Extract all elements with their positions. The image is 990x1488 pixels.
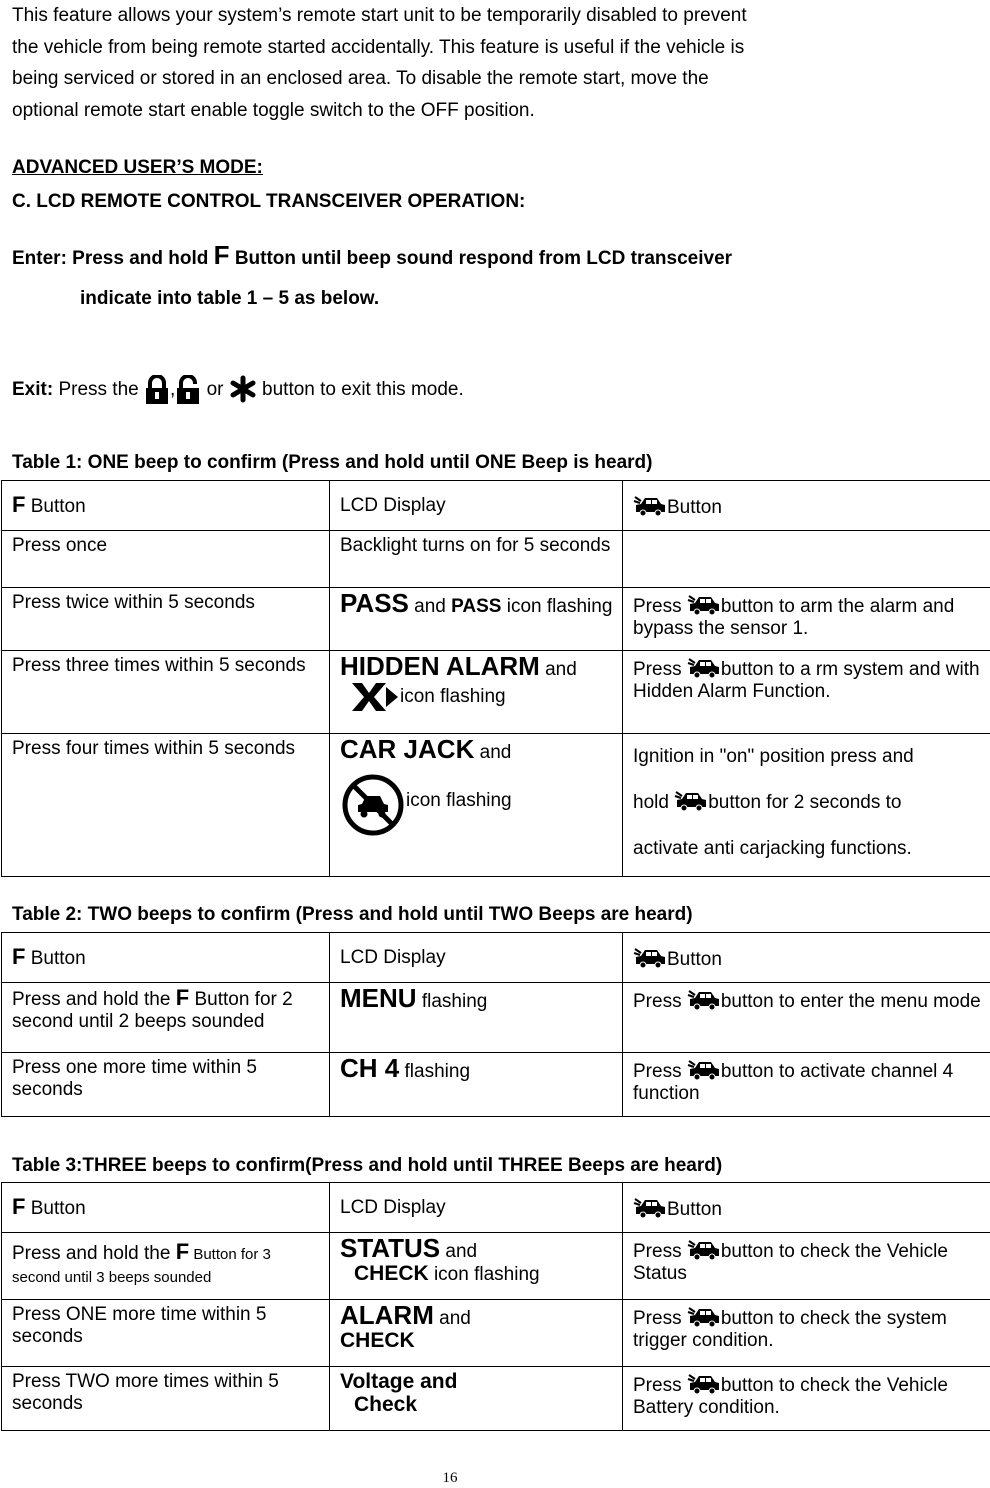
button-text: button to arm the alarm and bypass the sensor 1. (633, 596, 955, 639)
lock-icon (144, 375, 170, 405)
cell-f: Press twice within 5 seconds (2, 588, 330, 651)
car-start-icon (687, 987, 721, 1011)
cell-button (623, 1233, 990, 1300)
enter-instruction (12, 240, 732, 271)
table1 (1, 480, 990, 877)
lcd-check: CHECK (340, 1329, 415, 1352)
header-lcd: LCD Display (330, 481, 623, 531)
exit-instruction (12, 372, 464, 408)
cell-lcd (330, 983, 623, 1053)
lcd-and: and (539, 659, 577, 680)
lcd-rest: icon flashing (406, 790, 512, 812)
hidden-alarm-icon (350, 681, 400, 713)
button-text: button to check the system trigger condition. (633, 1308, 947, 1351)
cell-lcd (330, 588, 623, 651)
car-start-icon (633, 493, 667, 517)
intro-line: the vehicle from being remote started accidentally. This feature is useful if the vehicle is (12, 36, 745, 58)
intro-line: optional remote start enable toggle switch to the OFF position. (12, 99, 535, 121)
table2 (1, 932, 990, 1117)
f-glyph: F (175, 985, 190, 1010)
table-row (2, 734, 990, 877)
f-label: F (12, 1193, 26, 1219)
button-text: button to activate channel 4 function (633, 1061, 954, 1104)
button-text-line1: Ignition in "on" position press and (633, 746, 914, 767)
lcd-and: and (408, 596, 452, 617)
cell-lcd (330, 1367, 623, 1431)
button-text: button to enter the menu mode (720, 991, 981, 1012)
table-row (2, 531, 990, 588)
unlock-icon (175, 375, 201, 405)
lcd-rest: flashing (416, 991, 488, 1012)
exit-label: Exit: (12, 379, 54, 400)
lcd-rest: icon flashing (501, 596, 613, 617)
lcd-pass-icon-label: PASS (451, 596, 502, 617)
cell-f: Press ONE more time within 5 seconds (2, 1300, 330, 1367)
cell-f (2, 1233, 330, 1300)
page-number: 16 (442, 1470, 458, 1486)
lcd-pass: PASS (340, 588, 409, 618)
cell-f: Press one more time within 5 seconds (2, 1053, 330, 1117)
f-label: F (12, 943, 26, 969)
table1-caption: Table 1: ONE beep to confirm (Press and hold until ONE Beep is heard) (12, 452, 653, 473)
cell-lcd (330, 734, 623, 877)
cell-button (623, 1367, 990, 1431)
cell-lcd (330, 1053, 623, 1117)
lcd-voltage: Voltage and (340, 1370, 458, 1393)
table-row (2, 1300, 990, 1367)
car-start-icon (687, 1371, 721, 1395)
lcd-alarm: ALARM (340, 1300, 434, 1330)
lcd-hidden-alarm: HIDDEN ALARM (340, 651, 540, 681)
enter-instruction-line2: indicate into table 1 – 5 as below. (80, 288, 380, 309)
exit-text: Press the (53, 379, 145, 400)
lcd-rest: icon flashing (428, 1264, 540, 1285)
header-lcd: LCD Display (330, 1183, 623, 1233)
press-label: Press (633, 659, 687, 680)
button-text: button to check the Vehicle Battery condition. (633, 1375, 948, 1418)
exit-text-end: button to exit this mode. (256, 379, 464, 400)
advanced-mode-heading: ADVANCED USER’S MODE: (12, 157, 263, 178)
cell-lcd (330, 651, 623, 734)
car-start-icon (687, 592, 721, 616)
cell-button (623, 531, 990, 588)
table-row (2, 1233, 990, 1300)
header-lcd: LCD Display (330, 933, 623, 983)
press-label: Press (633, 1308, 687, 1329)
enter-text: Button until beep sound respond from LCD transceiver (229, 248, 733, 269)
cell-f: Press TWO more times within 5 seconds (2, 1367, 330, 1431)
exit-or: or (201, 379, 229, 400)
cell-lcd (330, 1233, 623, 1300)
f-text-rest: Button for 2 second until 2 beeps sounded (12, 989, 293, 1032)
lcd-and: and (433, 1308, 471, 1329)
cell-button (623, 651, 990, 734)
cell-button (623, 1053, 990, 1117)
table-header-row (2, 481, 990, 531)
table-row (2, 651, 990, 734)
table2-caption: Table 2: TWO beeps to confirm (Press and hold until TWO Beeps are heard) (12, 904, 693, 925)
table-row (2, 1053, 990, 1117)
intro-paragraph (12, 0, 912, 126)
cell-button (623, 1300, 990, 1367)
header-f-button: Button (25, 947, 86, 969)
car-start-icon (633, 945, 667, 969)
press-label: Press (633, 596, 687, 617)
table-row (2, 1367, 990, 1431)
cell-f: Press once (2, 531, 330, 588)
header-button: Button (667, 496, 722, 518)
car-start-icon (633, 1195, 667, 1219)
lcd-rest: icon flashing (400, 686, 506, 708)
asterisk-icon (229, 375, 257, 405)
car-start-icon (687, 1057, 721, 1081)
intro-line: This feature allows your system’s remote start unit to be temporarily disabled to prevent (12, 5, 747, 26)
cell-lcd (330, 1300, 623, 1367)
f-text-rest: Button for 3 second until 3 beeps sounded (12, 1246, 271, 1286)
lcd-and: and (440, 1241, 478, 1262)
cell-f: Press three times within 5 seconds (2, 651, 330, 734)
lcd-menu: MENU (340, 983, 417, 1013)
header-button: Button (667, 1198, 722, 1220)
table-row (2, 588, 990, 651)
press-label: Press (633, 1375, 687, 1396)
f-text: Press and hold the (12, 1243, 176, 1264)
car-start-icon (674, 788, 708, 812)
table-row (2, 983, 990, 1053)
intro-line: being serviced or stored in an enclosed area. To disable the remote start, move the (12, 68, 709, 89)
lcd-check: Check (354, 1393, 418, 1416)
press-label: Press (633, 991, 687, 1012)
header-f-button: Button (25, 495, 86, 517)
f-label: F (12, 491, 26, 517)
button-text-line3: activate anti carjacking functions. (633, 838, 912, 859)
press-label: Press (633, 1241, 687, 1262)
enter-label: Enter: Press and hold (12, 248, 214, 269)
header-button: Button (667, 948, 722, 970)
exit-comma: , (170, 379, 176, 400)
cell-f: Press four times within 5 seconds (2, 734, 330, 877)
car-start-icon (687, 1237, 721, 1261)
car-jack-icon (340, 772, 406, 838)
hold-label: hold (633, 792, 675, 813)
table-header-row (2, 933, 990, 983)
cell-f (2, 983, 330, 1053)
f-text: Press and hold the (12, 989, 176, 1010)
cell-button (623, 588, 990, 651)
header-f-button: Button (25, 1197, 86, 1219)
table3-caption: Table 3:THREE beeps to confirm(Press and hold until THREE Beeps are heard) (12, 1155, 723, 1176)
section-heading: C. LCD REMOTE CONTROL TRANSCEIVER OPERATION: (12, 191, 526, 212)
lcd-check: CHECK (354, 1262, 429, 1285)
lcd-and: and (474, 742, 512, 763)
press-label: Press (633, 1061, 687, 1082)
cell-button (623, 983, 990, 1053)
lcd-ch4: CH 4 (340, 1053, 400, 1083)
cell-button (623, 734, 990, 877)
lcd-status: STATUS (340, 1233, 441, 1263)
button-text: button to check the Vehicle Status (633, 1241, 948, 1284)
f-button-glyph: F (213, 240, 230, 270)
cell-lcd: Backlight turns on for 5 seconds (330, 531, 623, 588)
car-start-icon (687, 655, 721, 679)
f-glyph: F (175, 1239, 190, 1264)
lcd-car-jack: CAR JACK (340, 734, 475, 764)
button-text: button to a rm system and with Hidden Alarm Function. (633, 659, 980, 702)
button-text: button for 2 seconds to (708, 792, 902, 813)
table3 (1, 1182, 990, 1431)
car-start-icon (687, 1304, 721, 1328)
table-header-row (2, 1183, 990, 1233)
lcd-rest: flashing (399, 1061, 471, 1082)
